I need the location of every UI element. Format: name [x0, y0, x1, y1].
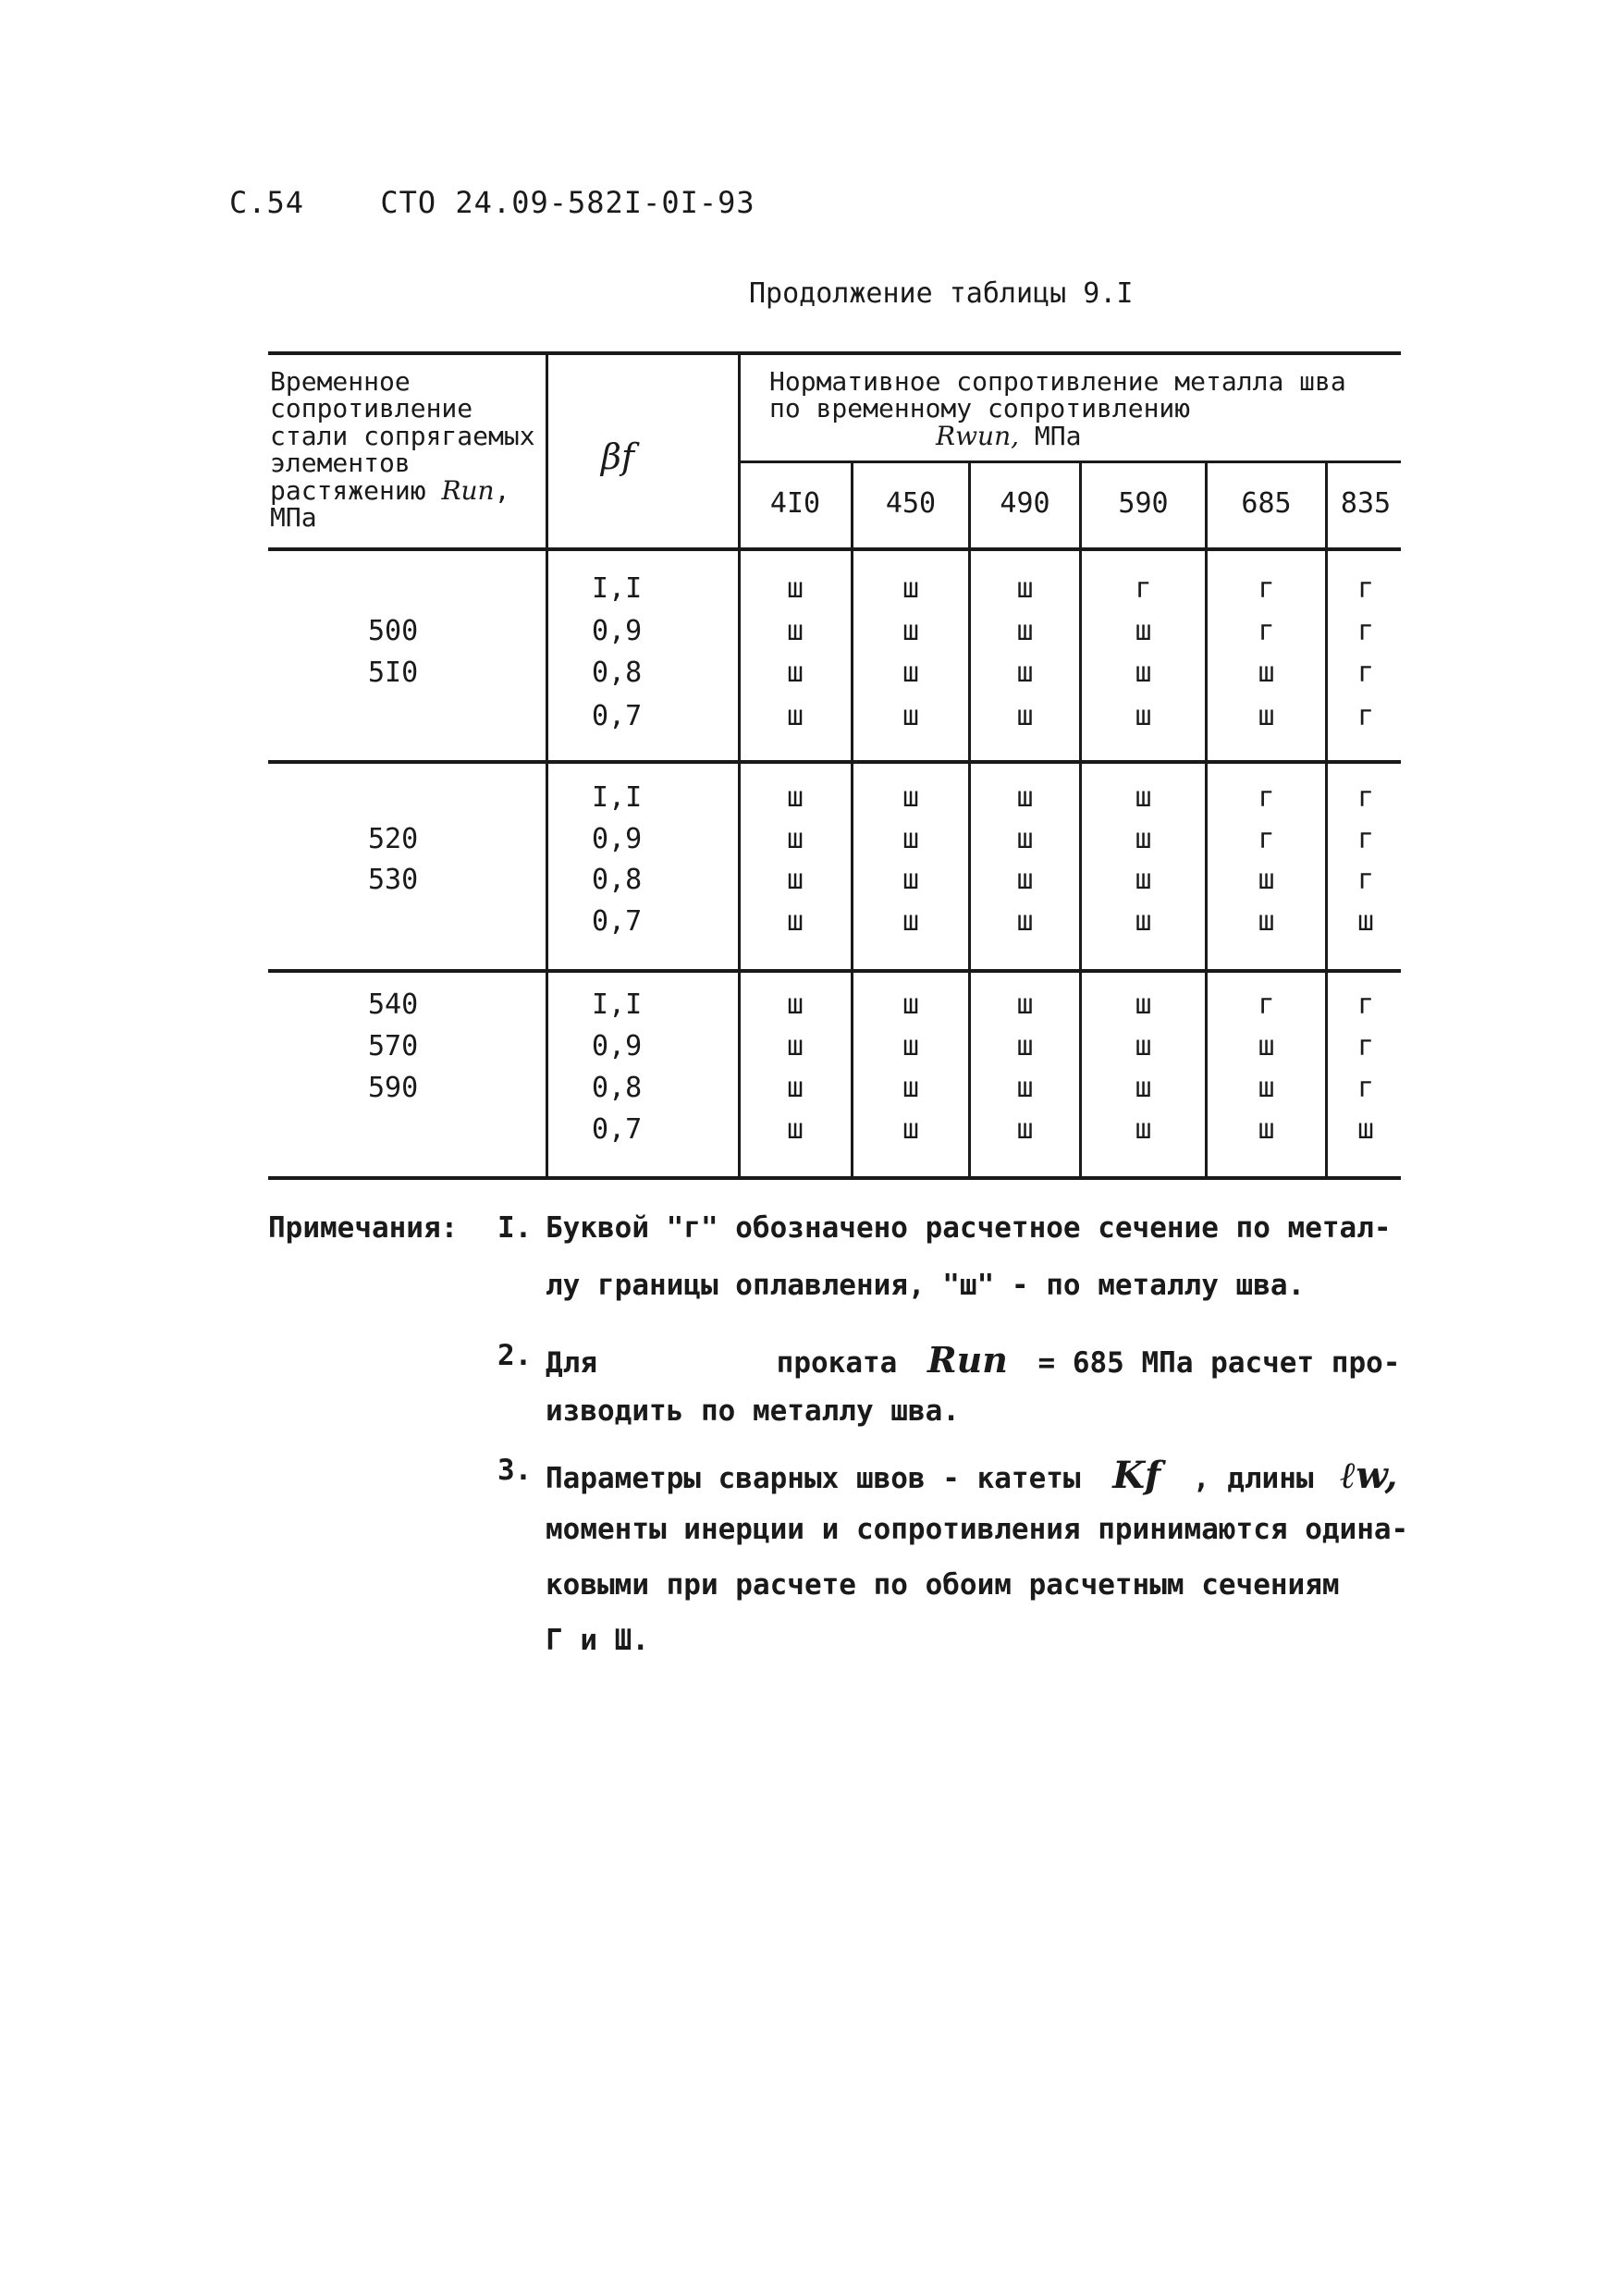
- note-3-line-4: Г и Ш.: [546, 1624, 649, 1657]
- table-cell: ш: [1016, 781, 1034, 814]
- table-cell: ш: [1356, 1113, 1375, 1146]
- table-cell: ш: [1016, 905, 1034, 938]
- table-cell: г: [1258, 572, 1275, 605]
- table-cell: ш: [1135, 657, 1152, 689]
- table-cell: ш: [902, 657, 920, 689]
- page-header: [229, 185, 813, 220]
- steel-value: 5I0: [368, 657, 419, 689]
- table-cell: ш: [902, 1113, 920, 1146]
- table-cell: ш: [1135, 905, 1152, 938]
- group-header-text: Нормативное сопротивление металла шва по временному сопротивлению: [769, 366, 1346, 424]
- table-cell: ш: [902, 988, 920, 1021]
- table-cell: ш: [786, 988, 804, 1021]
- note-3-number: 3.: [497, 1454, 533, 1487]
- table-cell: г: [1356, 823, 1375, 855]
- table-top-rule: [268, 351, 1401, 355]
- vline-c4: [1205, 460, 1208, 1179]
- table-cell: ш: [786, 781, 804, 814]
- table-cell: ш: [786, 823, 804, 855]
- table-cell: ш: [1135, 1030, 1152, 1062]
- beta-value: 0,7: [592, 905, 643, 938]
- note-2-text-b: проката: [776, 1346, 898, 1380]
- table-cell: ш: [1016, 1113, 1034, 1146]
- table-cell: ш: [786, 615, 804, 647]
- table-cell: ш: [902, 700, 920, 732]
- table-cell: ш: [1258, 657, 1275, 689]
- table-cell: ш: [1135, 615, 1152, 647]
- col-header: 590: [1118, 487, 1169, 520]
- note-3-symbol-1: Kf: [1112, 1454, 1161, 1497]
- table-cell: г: [1356, 988, 1375, 1021]
- beta-value: I,I: [592, 988, 643, 1021]
- note-2-line-2: изводить по металлу шва.: [546, 1394, 960, 1428]
- note-2-text-c: = 685 МПа расчет про-: [1037, 1346, 1401, 1380]
- header-bottom-rule: [268, 547, 1401, 551]
- group-divider-1: [268, 760, 1401, 764]
- col1-symbol: Run: [441, 474, 495, 506]
- table-cell: г: [1258, 823, 1275, 855]
- table-caption: Продолжение таблицы 9.I: [749, 277, 1134, 310]
- table-cell: ш: [1016, 988, 1034, 1021]
- note-2-text-a: Для: [546, 1346, 597, 1380]
- table-cell: ш: [1016, 1072, 1034, 1104]
- steel-value: 520: [368, 823, 419, 855]
- beta-value: 0,9: [592, 615, 643, 647]
- col1-header-text: Временное сопротивление стали сопрягаемых элементов растяжению: [270, 366, 535, 506]
- table-cell: ш: [1016, 657, 1034, 689]
- note-2-symbol: Run: [927, 1339, 1008, 1381]
- table-cell: ш: [902, 823, 920, 855]
- col-header: 490: [1000, 487, 1050, 520]
- table-cell: г: [1356, 781, 1375, 814]
- col-header: 450: [885, 487, 937, 520]
- col-header: 685: [1241, 487, 1292, 520]
- beta-value: 0,9: [592, 1030, 643, 1062]
- table-cell: ш: [1016, 864, 1034, 896]
- group-header-rule: [740, 460, 1401, 463]
- vline-c2: [968, 460, 971, 1179]
- table-cell: ш: [1258, 1030, 1275, 1062]
- table-cell: ш: [1135, 988, 1152, 1021]
- table-cell: ш: [1016, 700, 1034, 732]
- vline-c3: [1079, 460, 1082, 1179]
- table-cell: ш: [1258, 864, 1275, 896]
- note-3-line-2: моменты инерции и сопротивления принимаются одина-: [546, 1513, 1409, 1546]
- beta-value: 0,9: [592, 823, 643, 855]
- table-cell: г: [1258, 615, 1275, 647]
- beta-value: 0,8: [592, 1072, 643, 1104]
- table-cell: ш: [1135, 864, 1152, 896]
- beta-value: 0,8: [592, 864, 643, 896]
- table-cell: г: [1356, 657, 1375, 689]
- table-cell: ш: [902, 615, 920, 647]
- table-cell: ш: [902, 781, 920, 814]
- table-cell: г: [1356, 864, 1375, 896]
- note-3-text-b: , длины: [1192, 1462, 1314, 1495]
- table-cell: ш: [1258, 1113, 1275, 1146]
- table-cell: ш: [786, 572, 804, 605]
- table-cell: ш: [786, 700, 804, 732]
- table-cell: ш: [1135, 1072, 1152, 1104]
- table-cell: ш: [786, 1030, 804, 1062]
- table-cell: ш: [786, 905, 804, 938]
- table-cell: ш: [1135, 781, 1152, 814]
- note-2-line-1: [546, 1339, 1400, 1381]
- table-cell: ш: [1016, 823, 1034, 855]
- col1-header: [270, 368, 538, 531]
- table-cell: ш: [786, 657, 804, 689]
- beta-value: 0,7: [592, 1113, 643, 1146]
- notes-label: Примечания:: [268, 1211, 459, 1245]
- note-1-line-1: Буквой "г" обозначено расчетное сечение по метал-: [546, 1211, 1392, 1245]
- col-header: 4I0: [769, 487, 821, 520]
- vline-c1: [851, 460, 853, 1179]
- note-3-line-1: [546, 1454, 1397, 1497]
- table-cell: г: [1258, 988, 1275, 1021]
- table-cell: г: [1356, 615, 1375, 647]
- table-cell: ш: [786, 864, 804, 896]
- table-cell: ш: [1258, 700, 1275, 732]
- table-cell: г: [1356, 1030, 1375, 1062]
- table-cell: г: [1258, 781, 1275, 814]
- table-cell: г: [1356, 572, 1375, 605]
- steel-value: 570: [368, 1030, 419, 1062]
- table-cell: ш: [902, 1072, 920, 1104]
- steel-value: 500: [368, 615, 419, 647]
- table-cell: ш: [1016, 615, 1034, 647]
- table-cell: ш: [902, 572, 920, 605]
- beta-value: 0,8: [592, 657, 643, 689]
- table-cell: г: [1135, 572, 1152, 605]
- note-1-number: I.: [497, 1211, 533, 1245]
- table-cell: ш: [1135, 1113, 1152, 1146]
- table-cell: ш: [1016, 1030, 1034, 1062]
- beta-value: 0,7: [592, 700, 643, 732]
- group-divider-2: [268, 969, 1401, 973]
- col1-unit: , МПа: [270, 474, 510, 533]
- table-cell: ш: [786, 1113, 804, 1146]
- table-cell: ш: [1356, 905, 1375, 938]
- vline-c5: [1325, 460, 1328, 1179]
- group-unit: МПа: [1034, 420, 1082, 451]
- page-number: С.54: [229, 185, 305, 220]
- beta-value: I,I: [592, 572, 643, 605]
- table-cell: г: [1356, 700, 1375, 732]
- steel-value: 540: [368, 988, 419, 1021]
- note-3-text-a: Параметры сварных швов - катеты: [546, 1462, 1081, 1495]
- table-cell: ш: [1016, 572, 1034, 605]
- table-cell: ш: [902, 1030, 920, 1062]
- beta-value: I,I: [592, 781, 643, 814]
- table-cell: ш: [786, 1072, 804, 1104]
- table-cell: ш: [1135, 823, 1152, 855]
- standard-code: СТО 24.09-582I-0I-93: [380, 185, 755, 220]
- group-header: [769, 368, 1370, 449]
- table-cell: ш: [902, 905, 920, 938]
- col2-header: βf: [601, 436, 635, 477]
- note-3-symbol-2: ℓw,: [1340, 1454, 1398, 1497]
- table-cell: ш: [1258, 1072, 1275, 1104]
- note-3-line-3: ковыми при расчете по обоим расчетным сечениям: [546, 1568, 1340, 1602]
- note-2-number: 2.: [497, 1339, 533, 1372]
- table-cell: г: [1356, 1072, 1375, 1104]
- table-bottom-rule: [268, 1176, 1401, 1180]
- table-cell: ш: [1135, 700, 1152, 732]
- note-1-line-2: лу границы оплавления, "ш" - по металлу шва.: [546, 1269, 1306, 1302]
- steel-value: 590: [368, 1072, 419, 1104]
- group-symbol: Rwun,: [936, 420, 1020, 451]
- col-header: 835: [1340, 487, 1392, 520]
- vline-col1: [546, 351, 548, 1179]
- steel-value: 530: [368, 864, 419, 896]
- table-cell: ш: [902, 864, 920, 896]
- table-cell: ш: [1258, 905, 1275, 938]
